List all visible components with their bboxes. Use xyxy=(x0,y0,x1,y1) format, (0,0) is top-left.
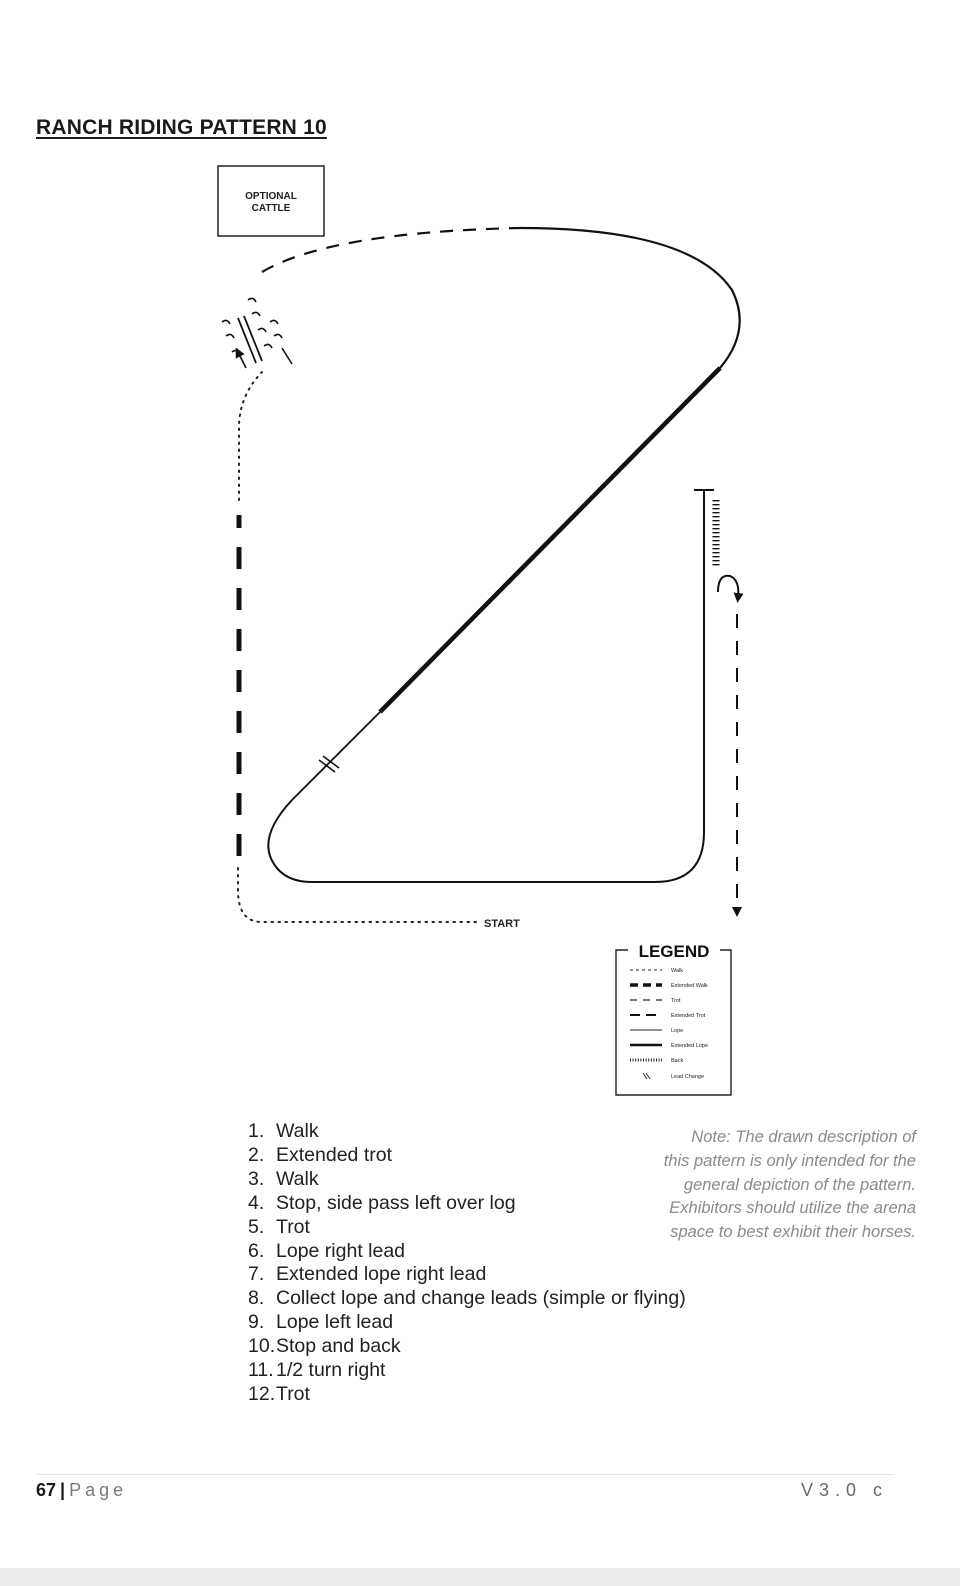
lope-left-lead-path xyxy=(268,490,704,882)
step-text: Trot xyxy=(276,1215,310,1238)
legend-item-back: Back xyxy=(671,1058,684,1064)
step-text: Stop and back xyxy=(276,1335,401,1358)
step-number: 6. xyxy=(248,1239,265,1262)
cattle-box-line1: OPTIONAL xyxy=(245,191,297,202)
legend-item-lope: Lope xyxy=(671,1028,684,1034)
cattle-box-line2: CATTLE xyxy=(251,203,291,214)
step-text: Stop, side pass left over log xyxy=(276,1191,516,1214)
step-number: 7. xyxy=(248,1263,265,1286)
step-text: Extended lope right lead xyxy=(276,1263,487,1286)
legend-item-extended-lope: Extended Lope xyxy=(671,1043,709,1049)
note-line: Exhibitors should utilize the arena xyxy=(669,1199,916,1218)
legend-item-trot: Trot xyxy=(671,998,681,1004)
note-line: general depiction of the pattern. xyxy=(683,1175,916,1194)
extended-lope-path xyxy=(380,368,720,712)
legend-title: LEGEND xyxy=(638,942,710,961)
start-label: START xyxy=(484,918,520,930)
step-text: Trot xyxy=(276,1382,310,1405)
pattern-note xyxy=(616,1126,916,1245)
list-item xyxy=(248,1263,686,1287)
step-number: 3. xyxy=(248,1167,265,1190)
footer-divider xyxy=(36,1474,894,1475)
collect-lope-path xyxy=(292,712,380,800)
step-text: Walk xyxy=(276,1167,319,1190)
step-number: 2. xyxy=(248,1143,265,1166)
legend-item-walk: Walk xyxy=(671,968,684,974)
step-text: Extended trot xyxy=(276,1143,392,1166)
note-line: Note: The drawn description of xyxy=(691,1128,916,1146)
walk-path-upper xyxy=(239,372,262,500)
legend-item-lead-change: Lead Change xyxy=(671,1074,705,1080)
page-number: 67 xyxy=(36,1480,57,1500)
legend xyxy=(616,942,731,1095)
trot-path xyxy=(262,228,520,272)
step-text: Walk xyxy=(276,1120,319,1142)
version-label: V3.0 c xyxy=(800,1480,888,1500)
step-number: 1. xyxy=(248,1120,265,1142)
note-line: space to best exhibit their horses. xyxy=(670,1223,916,1242)
list-item xyxy=(248,1287,686,1311)
side-pass-log xyxy=(222,298,292,368)
step-number: 9. xyxy=(248,1311,265,1334)
viewer-bottom-strip xyxy=(0,1568,960,1586)
legend-item-extended-walk: Extended Walk xyxy=(671,983,708,989)
step-number: 8. xyxy=(248,1287,265,1310)
list-item xyxy=(248,1311,686,1335)
step-text: 1/2 turn right xyxy=(276,1359,386,1382)
note-line: this pattern is only intended for the xyxy=(663,1151,916,1170)
step-number: 12. xyxy=(248,1382,276,1405)
half-turn-right-arrow xyxy=(718,576,738,598)
step-text: Lope right lead xyxy=(276,1239,406,1262)
walk-path-start xyxy=(238,868,476,922)
step-text: Lope left lead xyxy=(276,1311,394,1334)
lope-right-lead-path xyxy=(520,228,740,368)
step-number: 5. xyxy=(248,1215,265,1238)
step-text: Collect lope and change leads (simple or flying) xyxy=(276,1287,686,1310)
list-item xyxy=(248,1335,686,1359)
step-number: 4. xyxy=(248,1191,265,1214)
optional-cattle-box xyxy=(218,166,324,236)
footer-separator: | xyxy=(60,1480,66,1500)
step-number: 11. xyxy=(248,1359,274,1382)
page-word: Page xyxy=(69,1480,128,1500)
footer-page-label xyxy=(36,1480,127,1501)
legend-item-extended-trot: Extended Trot xyxy=(671,1013,706,1019)
list-item xyxy=(248,1359,686,1383)
list-item xyxy=(248,1383,686,1407)
step-number: 10. xyxy=(248,1335,276,1358)
page-title: RANCH RIDING PATTERN 10 xyxy=(36,116,327,139)
